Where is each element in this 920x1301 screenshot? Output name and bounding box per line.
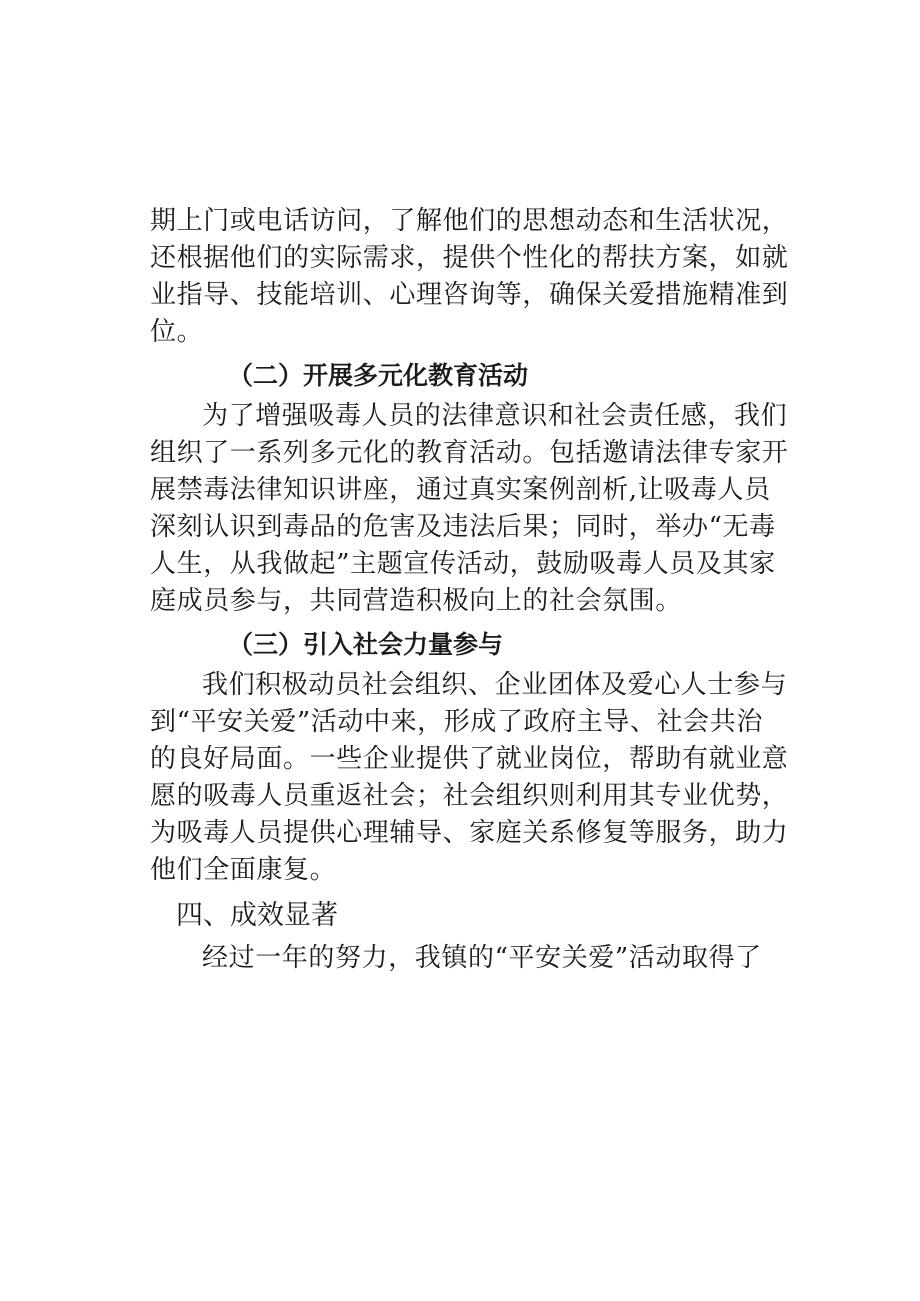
text-line: 组织了一系列多元化的教育活动。包括邀请法律专家开 xyxy=(150,438,789,468)
text-line: 庭成员参与，共同营造积极向上的社会氛围。 xyxy=(150,586,683,616)
text-line: 经过一年的努力，我镇的“平安关爱”活动取得了 xyxy=(202,943,762,973)
text-line: 业指导、技能培训、心理咨询等，确保关爱措施精准到 xyxy=(150,280,789,310)
document-page xyxy=(150,203,789,977)
paragraph-results xyxy=(150,940,774,977)
text-line: 展禁毒法律知识讲座，通过真实案例剖析,让吸毒人员 xyxy=(150,475,771,505)
paragraph-social-forces xyxy=(150,667,789,889)
section-heading-2: （二）开展多元化教育活动 xyxy=(228,361,529,390)
paragraph-continuation xyxy=(150,203,789,351)
text-line: 他们全面康复。 xyxy=(150,855,337,885)
text-line: 的良好局面。一些企业提供了就业岗位，帮助有就业意 xyxy=(150,744,789,774)
text-line: 到“平安关爱”活动中来，形成了政府主导、社会共治 xyxy=(150,707,763,737)
text-line: 我们积极动员社会组织、企业团体及爱心人士参与 xyxy=(202,670,788,700)
paragraph-education xyxy=(150,398,789,620)
text-line: 位。 xyxy=(150,317,204,347)
text-line: 为了增强吸毒人员的法律意识和社会责任感，我们 xyxy=(202,401,788,431)
section-heading-3: （三）引入社会力量参与 xyxy=(228,630,504,659)
text-line: 深刻认识到毒品的危害及违法后果；同时，举办“无毒 xyxy=(150,512,776,542)
text-line: 还根据他们的实际需求，提供个性化的帮扶方案，如就 xyxy=(150,243,789,273)
text-line: 愿的吸毒人员重返社会；社会组织则利用其专业优势， xyxy=(150,781,789,811)
section-heading-4: 四、成效显著 xyxy=(176,900,338,931)
text-line: 人生，从我做起”主题宣传活动，鼓励吸毒人员及其家 xyxy=(150,549,776,579)
text-line: 期上门或电话访问，了解他们的思想动态和生活状况， xyxy=(150,206,789,236)
text-line: 为吸毒人员提供心理辅导、家庭关系修复等服务，助力 xyxy=(150,818,789,848)
